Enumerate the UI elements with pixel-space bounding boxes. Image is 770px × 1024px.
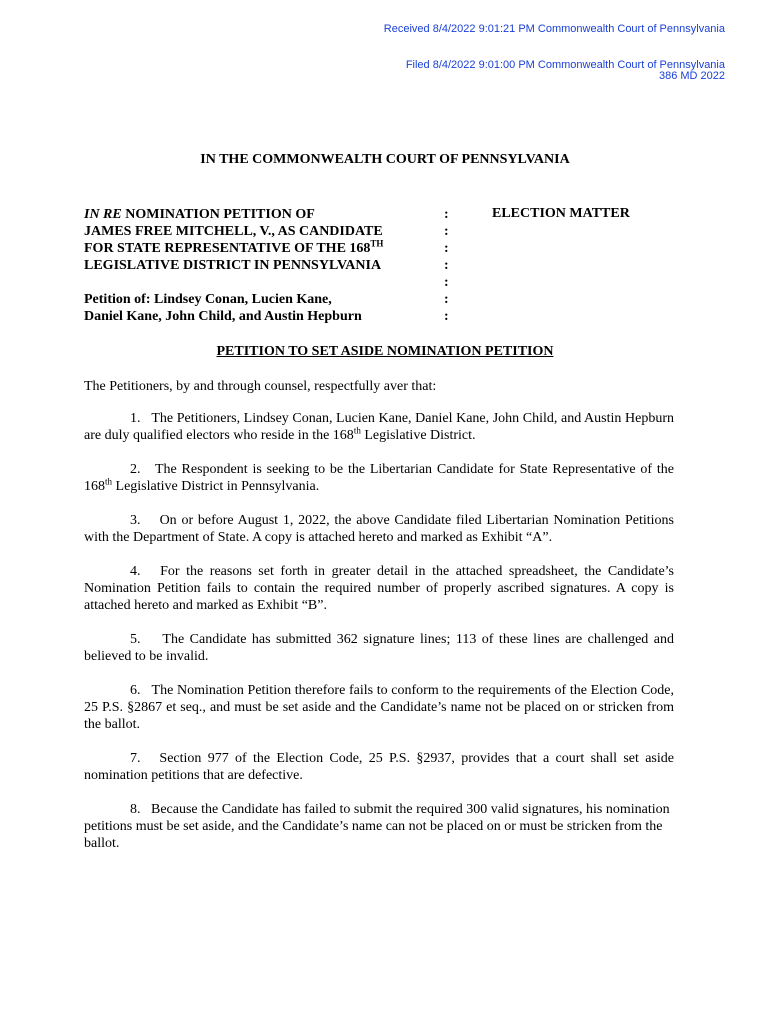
caption-colon: : [444,224,449,239]
received-stamp [384,24,725,35]
in-re-label: IN RE [84,207,122,222]
docket-number: 386 MD 2022 [658,70,725,82]
petitioners-line-1: Petition of: Lindsey Conan, Lucien Kane, [84,292,332,307]
filed-stamp [406,60,725,82]
document-title: PETITION TO SET ASIDE NOMINATION PETITION [216,344,554,359]
caption-colon: : [444,258,449,273]
paragraph-5: 5. The Candidate has submitted 362 signature lines; 113 of these lines are challenged and believed to be invalid. [84,632,674,664]
caption-colon: : [444,275,449,290]
case-caption [84,206,424,325]
paragraph-1: 1. The Petitioners, Lindsey Conan, Lucien Kane, Daniel Kane, John Child, and Austin Hepburn are duly qualified electors who reside in the 168th Legislative District. [84,411,674,443]
caption-line-3: FOR STATE REPRESENTATIVE OF THE 168TH [84,238,384,256]
paragraph-6: 6. The Nomination Petition therefore fails to conform to the requirements of the Election Code, 25 P.S. §2867 et seq., and must be set aside and the Candidate’s name not be placed on or stricken from the ballot. [84,683,674,732]
caption-line-4: LEGISLATIVE DISTRICT IN PENNSYLVANIA [84,258,382,273]
petitioners-line-2: Daniel Kane, John Child, and Austin Hepburn [84,309,362,324]
intro-text: The Petitioners, by and through counsel, respectfully aver that: [84,379,437,394]
caption-colon: : [444,309,449,324]
petition-body [84,378,674,869]
paragraph-8: 8. Because the Candidate has failed to submit the required 300 valid signatures, his nomination petitions must be set aside, and the Candidate’s name can not be placed on or must be stricken from the ballot. [84,802,670,851]
paragraph-2: 2. The Respondent is seeking to be the Libertarian Candidate for State Representative of the 168th Legislative District in Pennsylvania. [84,462,674,494]
court-heading: IN THE COMMONWEALTH COURT OF PENNSYLVANIA [200,152,570,167]
caption-colon: : [444,292,449,307]
caption-line-1: IN RE NOMINATION PETITION OF [84,207,315,222]
paragraph-3: 3. On or before August 1, 2022, the above Candidate filed Libertarian Nomination Petitions with the Department of State. A copy is attached hereto and marked as Exhibit “A”. [84,513,674,545]
paragraph-7: 7. Section 977 of the Election Code, 25 P.S. §2937, provides that a court shall set aside nomination petitions that are defective. [84,751,674,783]
paragraph-4: 4. For the reasons set forth in greater detail in the attached spreadsheet, the Candidate’s Nomination Petition fails to contain the required number of properly ascribed signatures. A copy is attached hereto and marked as Exhibit “B”. [84,564,674,613]
filed-stamp-text: Filed 8/4/2022 9:01:00 PM Commonwealth Court of Pennsylvania [405,59,725,71]
caption-colon: : [444,241,449,256]
caption-colons [444,206,449,325]
caption-line-2: JAMES FREE MITCHELL, V., AS CANDIDATE [84,224,383,239]
election-matter-label: ELECTION MATTER [492,206,630,221]
caption-colon: : [444,207,449,222]
received-stamp-text: Received 8/4/2022 9:01:21 PM Commonwealth Court of Pennsylvania [383,23,725,35]
